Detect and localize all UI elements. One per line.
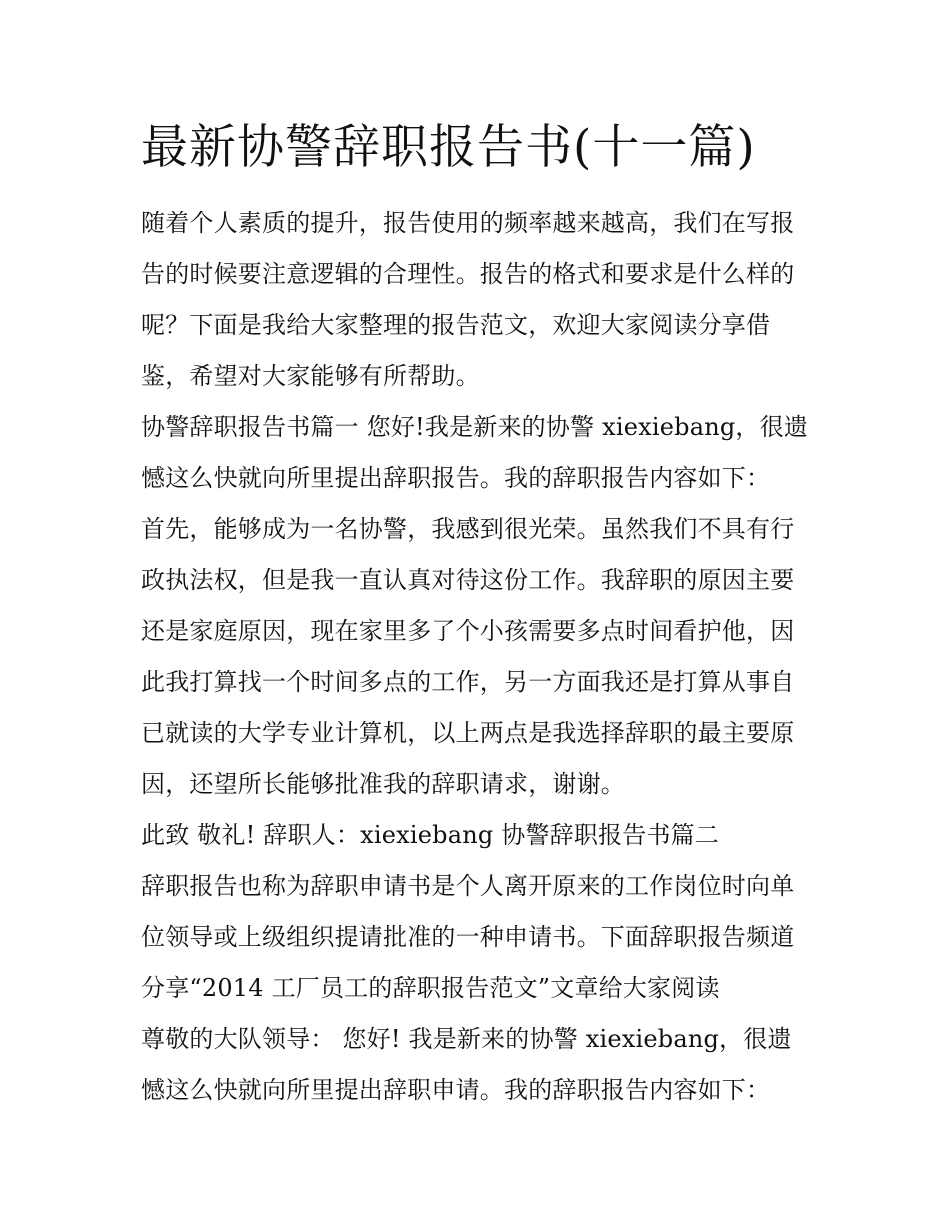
- document-title: 最新协警辞职报告书(十一篇): [141, 120, 756, 175]
- document-body: [141, 112, 813, 1116]
- paragraph-closing-signature: 此致 敬礼! 辞职人：xiexiebang 协警辞职报告书篇二: [141, 821, 720, 849]
- paragraph-article-two-intro: 辞职报告也称为辞职申请书是个人离开原来的工作岗位时向单位领导或上级组织提请批准的一种申请书。下面辞职报告频道分享“2014 工厂员工的辞职报告范文”文章给大家阅读: [141, 872, 795, 1002]
- paragraph-article-one-opening: 协警辞职报告书篇一 您好!我是新来的协警 xiexiebang，很遗憾这么快就向所里提出辞职报告。我的辞职报告内容如下：: [141, 413, 809, 492]
- paragraph-resignation-reasons: 首先，能够成为一名协警，我感到很光荣。虽然我们不具有行政执法权，但是我一直认真对待这份工作。我辞职的原因主要还是家庭原因，现在家里多了个小孩需要多点时间看护他，因此我打算找一个时间多点的工作，另一方面我还是打算从事自已就读的大学专业计算机，以上两点是我选择辞职的最主要原因，还望所长能够批准我的辞职请求，谢谢。: [141, 515, 795, 798]
- paragraph-greeting: 尊敬的大队领导： 您好! 我是新来的协警 xiexiebang，很遗憾这么快就向所里提出辞职申请。我的辞职报告内容如下：: [141, 1025, 792, 1104]
- paragraph-intro: 随着个人素质的提升，报告使用的频率越来越高，我们在写报告的时候要注意逻辑的合理性。报告的格式和要求是什么样的呢？下面是我给大家整理的报告范文，欢迎大家阅读分享借鉴，希望对大家能够有所帮助。: [141, 209, 795, 390]
